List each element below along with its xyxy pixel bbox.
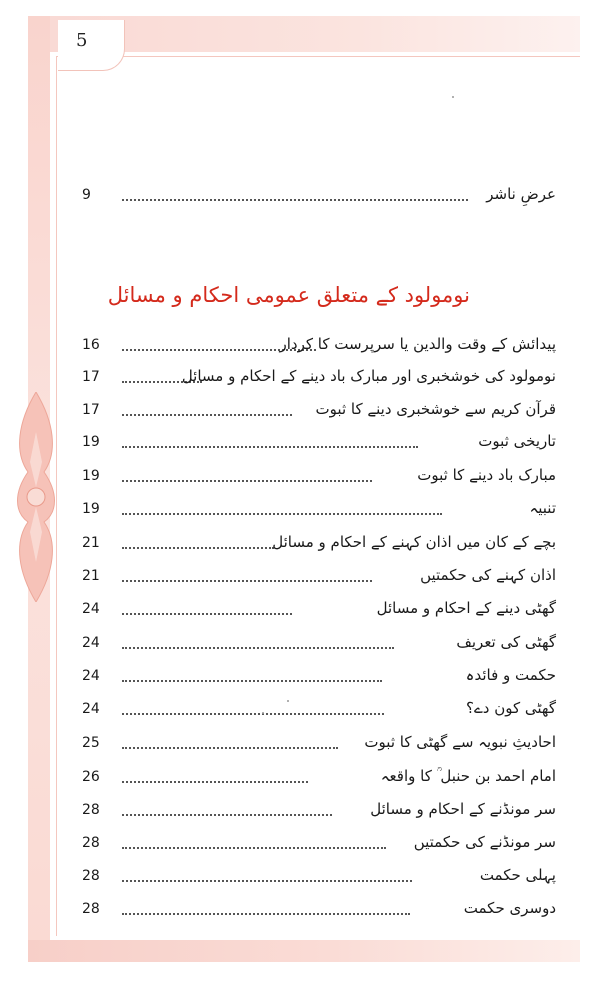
toc-entry[interactable] [80,666,556,690]
dot-leader [122,599,292,615]
toc-page-number: 24 [82,668,100,684]
toc-title: گھٹی دینے کے احکام و مسائل [376,599,556,617]
toc-page-number: 16 [82,337,100,353]
print-speck [287,700,289,702]
toc-page-number: 24 [82,701,100,717]
dot-leader [122,533,274,549]
dot-leader [122,767,308,783]
dot-leader [122,432,418,448]
toc-entry[interactable] [80,466,556,490]
dot-leader [122,400,292,416]
toc-title: گھٹی کی تعریف [456,633,556,651]
toc-page-number: 17 [82,402,100,418]
toc-page-number: 24 [82,635,100,651]
toc-title: پیدائش کے وقت والدین یا سرپرست کا کردار [279,335,556,353]
toc-page-number: 25 [82,735,100,751]
toc-entry[interactable] [80,400,556,424]
toc-page-number: 19 [82,468,100,484]
toc-page-number: 26 [82,769,100,785]
toc-entry[interactable] [80,767,556,791]
toc-title: سر مونڈنے کے احکام و مسائل [370,800,556,818]
print-speck [262,712,264,714]
toc-title: حکمت و فائدہ [465,666,556,684]
toc-page-number: 28 [82,835,100,851]
toc-title: تاریخی ثبوت [478,432,556,450]
toc-page-number: 19 [82,501,100,517]
toc-title: تنبیہ [529,499,556,517]
toc-title: قرآن کریم سے خوشخبری دینے کا ثبوت [315,400,556,418]
toc-title: احادیثِ نبویہ سے گھٹی کا ثبوت [364,733,556,751]
floral-ornament-icon [14,392,58,602]
dot-leader [122,899,410,915]
toc-entry[interactable] [80,800,556,824]
toc-entry[interactable] [80,633,556,657]
dot-leader [122,833,386,849]
toc-entry[interactable] [80,833,556,857]
bottom-decorative-band [28,940,580,962]
dot-leader [122,733,338,749]
dot-leader [122,566,372,582]
toc-page-number: 21 [82,535,100,551]
toc-title: امام احمد بن حنبل ؒ کا واقعہ [380,767,556,785]
toc-entry[interactable] [80,533,556,557]
toc-title: اذان کہنے کی حکمتیں [420,566,556,584]
toc-page-number: 9 [82,187,91,203]
print-speck [452,96,454,98]
dot-leader [122,666,382,682]
section-heading: نومولود کے متعلق عمومی احکام و مسائل [107,283,470,307]
toc-entry[interactable] [80,699,556,723]
dot-leader [122,466,372,482]
dot-leader [122,699,384,715]
toc-title: نومولود کی خوشخبری اور مبارک باد دینے کے احکام و مسائل [181,367,556,385]
page-number: 5 [76,30,88,51]
toc-page-number: 17 [82,369,100,385]
frame-inner-line-horizontal [56,56,580,57]
toc-entry[interactable] [80,866,556,890]
toc-title: دوسری حکمت [463,899,556,917]
page-number-tab [58,20,125,71]
toc-entry[interactable] [80,599,556,623]
toc-page-number: 24 [82,601,100,617]
toc-page-number: 21 [82,568,100,584]
toc-title: بچے کے کان میں اذان کہنے کے احکام و مسائل [272,533,556,551]
toc-entry[interactable] [80,367,556,391]
toc-page-number: 28 [82,868,100,884]
toc-entry-intro[interactable] [80,185,556,209]
toc-title: گھٹی کون دے؟ [466,699,556,717]
dot-leader [122,499,442,515]
dot-leader [122,633,394,649]
toc-page-number: 28 [82,802,100,818]
dot-leader [122,185,468,201]
dot-leader [122,866,412,882]
toc-title: سر مونڈنے کی حکمتیں [413,833,556,851]
toc-title: عرضِ ناشر [486,185,556,203]
dot-leader [122,800,332,816]
toc-entry[interactable] [80,733,556,757]
toc-entry[interactable] [80,335,556,359]
toc-title: پہلی حکمت [479,866,556,884]
toc-entry[interactable] [80,499,556,523]
toc-entry[interactable] [80,566,556,590]
toc-entry[interactable] [80,432,556,456]
toc-entry[interactable] [80,899,556,923]
toc-page-number: 28 [82,901,100,917]
toc-page-number: 19 [82,434,100,450]
toc-title: مبارک باد دینے کا ثبوت [417,466,556,484]
